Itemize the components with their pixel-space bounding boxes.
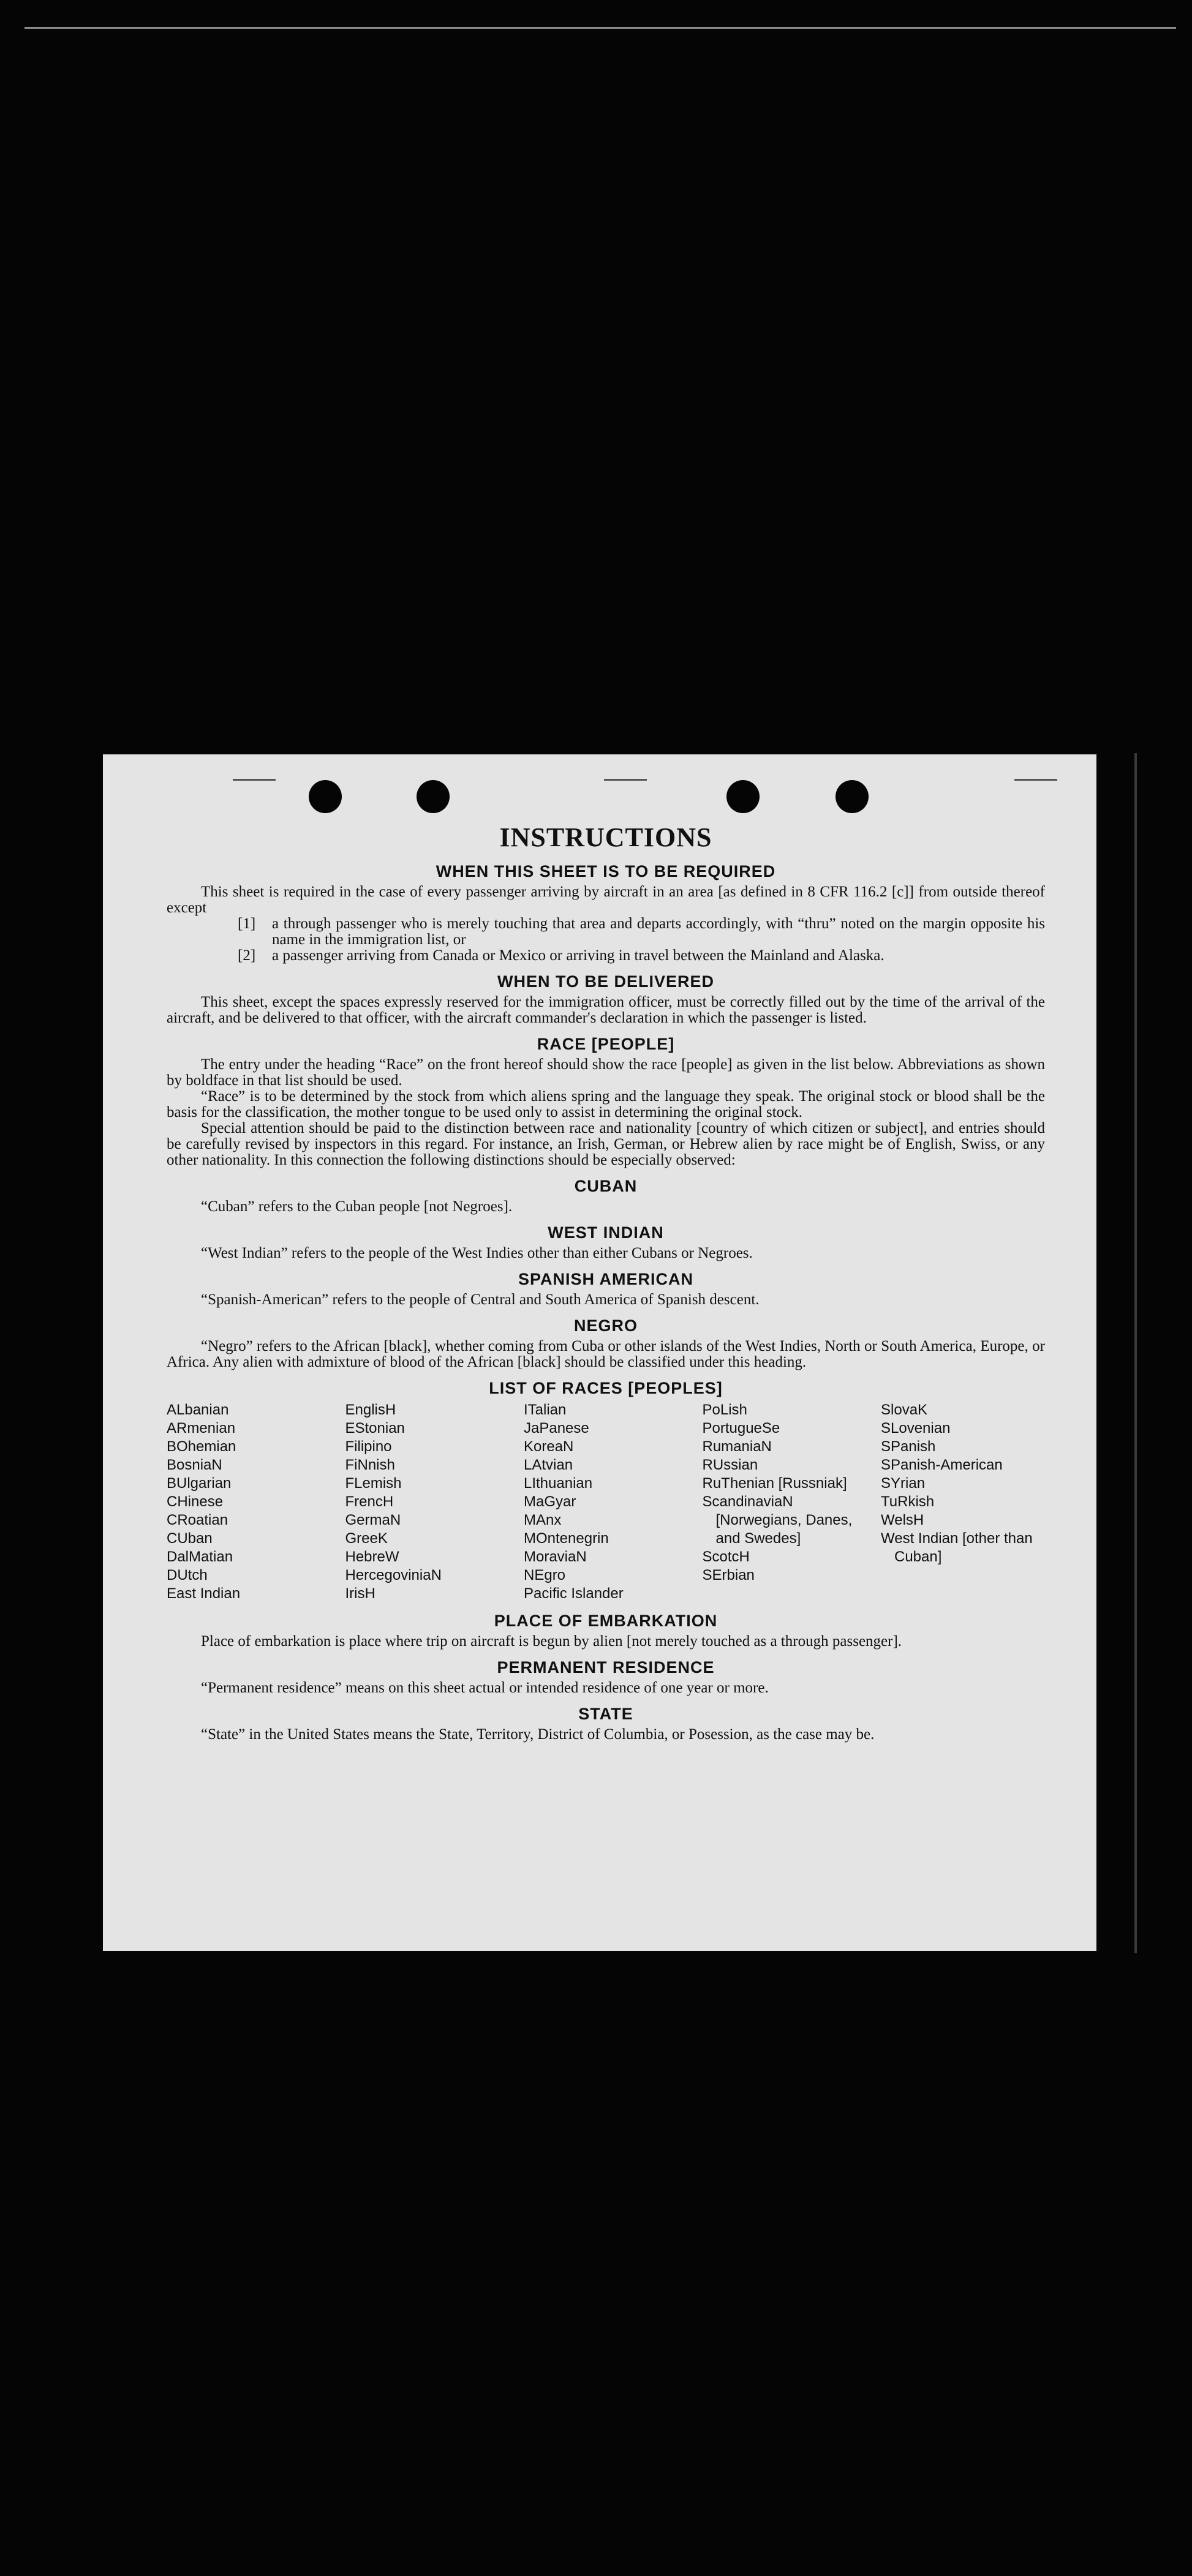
- race-entry: FLemish: [345, 1475, 402, 1492]
- race-entry: EnglisH: [345, 1402, 396, 1418]
- race-entry: RUssian: [702, 1457, 758, 1473]
- race-entry: HercegoviniaN: [345, 1567, 442, 1583]
- race-entry: ARmenian: [167, 1420, 236, 1436]
- heading-west-indian: WEST INDIAN: [548, 1223, 664, 1242]
- race-entry: MaGyar: [524, 1493, 576, 1510]
- punch-hole: [309, 780, 342, 813]
- race-entry: GermaN: [345, 1512, 401, 1528]
- item-text: a through passenger who is merely touching that area and departs accordingly, with “thru” noted on the margin opposite his name in the immigration list, or: [272, 915, 1045, 948]
- race-paragraph: The entry under the heading “Race” on the front hereof should show the race [people] as given in the list below. Abbreviations as shown by boldface in that list should be used.: [167, 1056, 1045, 1089]
- embarkation-text: Place of embarkation is place where trip on aircraft is begun by alien [not merely touched as a through passenger].: [201, 1633, 902, 1650]
- race-entry: KoreaN: [524, 1438, 574, 1455]
- race-entry: ScotcH: [702, 1549, 750, 1565]
- heading-embarkation: PLACE OF EMBARKATION: [494, 1612, 718, 1630]
- race-entry: MOntenegrin: [524, 1530, 609, 1547]
- race-entry: HebreW: [345, 1549, 399, 1565]
- race-entry: West Indian [other than Cuban]: [881, 1530, 1033, 1565]
- state-text: “State” in the United States means the State, Territory, District of Columbia, or Posession, as the case may be.: [201, 1726, 875, 1743]
- heading-delivered: WHEN TO BE DELIVERED: [497, 972, 715, 991]
- scan-mark: [604, 779, 647, 781]
- heading-race: RACE [PEOPLE]: [537, 1035, 675, 1053]
- race-paragraph: “Race” is to be determined by the stock from which aliens spring and the language they speak. The original stock or blood shall be the basis for the classification, the mother tongue to be used only to assist in determining the original stock.: [167, 1088, 1045, 1121]
- spanish-american-text: “Spanish-American” refers to the people of Central and South America of Spanish descent.: [201, 1291, 760, 1308]
- heading-cuban: CUBAN: [574, 1177, 638, 1195]
- race-entry: CRoatian: [167, 1512, 228, 1528]
- races-column: [167, 1401, 331, 1603]
- race-entry: BosniaN: [167, 1457, 222, 1473]
- race-entry: SPanish: [881, 1438, 936, 1455]
- race-entry: SLovenian: [881, 1420, 951, 1436]
- race-entry: DUtch: [167, 1567, 208, 1583]
- required-intro: This sheet is required in the case of every passenger arriving by aircraft in an area [as defined in 8 CFR 116.2 [c]] from outside thereof except: [167, 884, 1045, 916]
- scan-mark: [1014, 779, 1057, 781]
- negro-text: “Negro” refers to the African [black], whether coming from Cuba or other islands of the West Indies, North or South America, Europe, or Africa. Any alien with admixture of blood of the African [black] should be classified under this heading.: [167, 1338, 1045, 1370]
- heading-negro: NEGRO: [573, 1316, 638, 1335]
- race-entry: Filipino: [345, 1438, 392, 1455]
- race-entry: PoLish: [702, 1402, 747, 1418]
- race-entry: MoraviaN: [524, 1549, 587, 1565]
- item-text: a passenger arriving from Canada or Mexico or arriving in travel between the Mainland and Alaska.: [272, 947, 885, 964]
- punch-hole: [726, 780, 760, 813]
- race-entry: DalMatian: [167, 1549, 233, 1565]
- residence-text: “Permanent residence” means on this sheet actual or intended residence of one year or more.: [201, 1680, 769, 1696]
- item-number: [2]: [238, 947, 256, 964]
- punch-hole: [417, 780, 450, 813]
- race-entry: SlovaK: [881, 1402, 928, 1418]
- races-column: [345, 1401, 510, 1603]
- heading-required: WHEN THIS SHEET IS TO BE REQUIRED: [436, 862, 776, 881]
- race-entry: SErbian: [702, 1567, 755, 1583]
- required-item: [238, 948, 1045, 964]
- races-list: [167, 1401, 1045, 1603]
- race-entry: TuRkish: [881, 1493, 935, 1510]
- race-entry: BOhemian: [167, 1438, 236, 1455]
- race-entry: GreeK: [345, 1530, 388, 1547]
- race-entry: ALbanian: [167, 1402, 229, 1418]
- race-entry: LIthuanian: [524, 1475, 593, 1492]
- heading-spanish-american: SPANISH AMERICAN: [518, 1270, 693, 1288]
- races-column: [703, 1401, 867, 1603]
- race-entry: WelsH: [881, 1512, 924, 1528]
- heading-residence: PERMANENT RESIDENCE: [497, 1658, 715, 1677]
- race-paragraph: Special attention should be paid to the distinction between race and nationality [country of which citizen or subject], and entries should be carefully revised by inspectors in this regard. For instance, an Irish, German, or Hebrew alien by race might be of English, Swiss, or any other nationality. In this connection the following distinctions should be especially observed:: [167, 1120, 1045, 1168]
- scan-mark: [233, 779, 276, 781]
- cuban-text: “Cuban” refers to the Cuban people [not Negroes].: [201, 1198, 513, 1215]
- race-entry: Pacific Islander: [524, 1585, 624, 1602]
- race-entry: BUlgarian: [167, 1475, 232, 1492]
- race-entry: SYrian: [881, 1475, 926, 1492]
- heading-list-of-races: LIST OF RACES [PEOPLES]: [489, 1379, 723, 1397]
- races-column: [524, 1401, 688, 1603]
- race-entry: East Indian: [167, 1585, 241, 1602]
- race-entry: FiNnish: [345, 1457, 395, 1473]
- page-title: INSTRUCTIONS: [499, 822, 712, 852]
- races-column: [881, 1401, 1045, 1603]
- west-indian-text: “West Indian” refers to the people of the West Indies other than either Cubans or Negroes.: [201, 1245, 753, 1261]
- scan-edge: [1134, 753, 1137, 1953]
- scan-border-line: [25, 27, 1176, 29]
- race-entry: RuThenian [Russniak]: [702, 1475, 847, 1492]
- race-entry: FrencH: [345, 1493, 394, 1510]
- race-entry: EStonian: [345, 1420, 405, 1436]
- race-entry: JaPanese: [524, 1420, 589, 1436]
- race-entry: CUban: [167, 1530, 213, 1547]
- required-item: [238, 916, 1045, 948]
- delivered-text: This sheet, except the spaces expressly reserved for the immigration officer, must be correctly filled out by the time of the arrival of the aircraft, and be delivered to that officer, with the aircraft commander's declaration in which the passenger is listed.: [167, 994, 1045, 1026]
- race-entry: RumaniaN: [702, 1438, 772, 1455]
- race-entry: ScandinaviaN [Norwegians, Danes, and Swedes]: [702, 1493, 853, 1547]
- race-entry: SPanish-American: [881, 1457, 1003, 1473]
- race-entry: CHinese: [167, 1493, 224, 1510]
- item-number: [1]: [238, 915, 256, 932]
- race-entry: PortugueSe: [702, 1420, 780, 1436]
- race-entry: ITalian: [524, 1402, 567, 1418]
- heading-state: STATE: [578, 1705, 633, 1723]
- race-entry: IrisH: [345, 1585, 375, 1602]
- race-entry: LAtvian: [524, 1457, 573, 1473]
- instruction-sheet: [103, 754, 1096, 1951]
- race-entry: NEgro: [524, 1567, 566, 1583]
- race-entry: MAnx: [524, 1512, 562, 1528]
- document-body: [167, 822, 1045, 1743]
- punch-hole: [836, 780, 869, 813]
